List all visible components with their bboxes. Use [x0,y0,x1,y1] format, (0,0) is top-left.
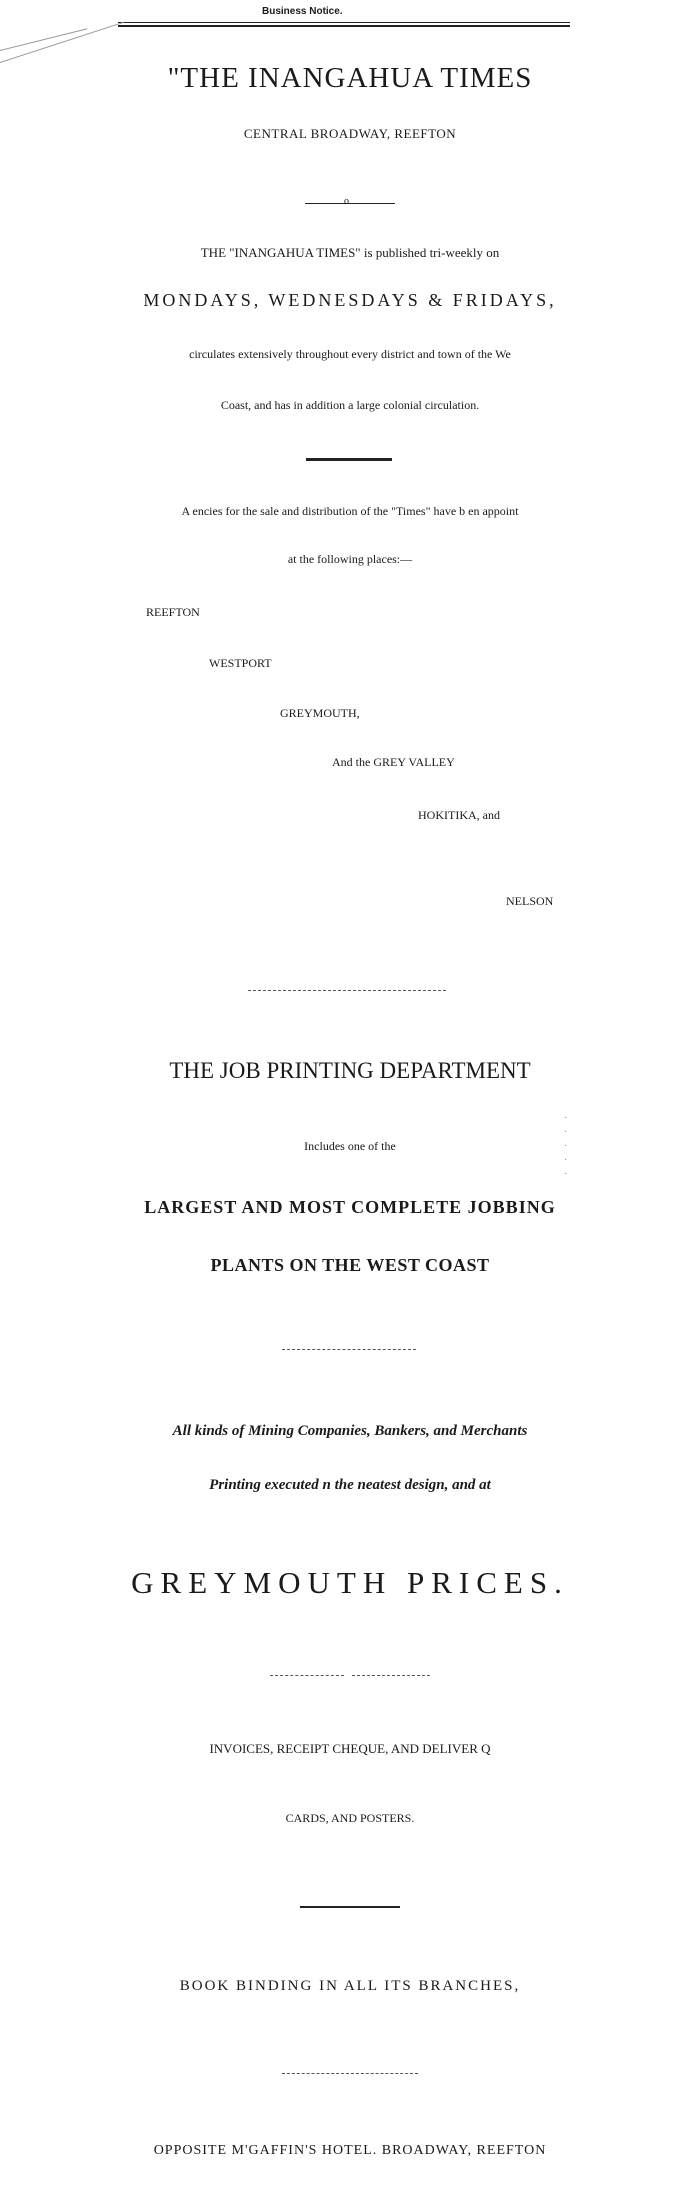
agency-place-greymouth: GREYMOUTH, [280,706,360,720]
printing-items-line-1: INVOICES, RECEIPT CHEQUE, AND DELIVER Q [209,1741,491,1756]
book-binding-line: BOOK BINDING IN ALL ITS BRANCHES, [179,1978,521,1994]
agency-place-westport: WESTPORT [209,656,272,670]
publication-days: MONDAYS, WEDNESDAYS & FRIDAYS, [143,290,557,310]
printing-kinds-line-1: All kinds of Mining Companies, Bankers, and Merchants [172,1423,528,1439]
agency-place-nelson: NELSON [506,894,554,908]
job-printing-line-2: PLANTS ON THE WEST COAST [210,1255,490,1275]
agency-place-reefton: REEFTON [146,605,200,619]
ink-specks: · · · · · [564,1113,569,1180]
job-printing-subline: Includes one of the [304,1139,396,1153]
printing-kinds-line-2: Printing executed n the neatest design, and at [209,1477,491,1493]
top-rule-lower [118,25,570,27]
circulation-line-2: Coast, and has in addition a large colonial circulation. [220,398,480,412]
ornament-circle: o [344,196,349,207]
newspaper-title: "THE INANGAHUA TIMES [167,62,533,94]
section-divider [248,990,446,991]
section-divider [282,2073,418,2074]
section-divider [270,1675,344,1676]
business-notice-label: Business Notice. [262,6,343,17]
ornament-divider [305,203,395,204]
office-location: OPPOSITE M'GAFFIN'S HOTEL. BROADWAY, REEFTON [153,2143,547,2158]
newspaper-address: CENTRAL BROADWAY, REEFTON [243,126,457,141]
greymouth-prices: GREYMOUTH PRICES. [131,1565,569,1600]
section-divider [306,458,392,461]
agency-place-grey-valley: And the GREY VALLEY [332,755,455,769]
job-printing-heading: THE JOB PRINTING DEPARTMENT [169,1058,531,1083]
publication-notice: THE "INANGAHUA TIMES" is published tri-weekly on [200,245,500,260]
ornament-divider [300,1906,400,1908]
agencies-notice: A encies for the sale and distribution of the "Times" have b en appoint [181,504,519,518]
section-divider [282,1349,416,1350]
circulation-line: circulates extensively throughout every district and town of the We [189,347,511,361]
section-divider [352,1675,430,1676]
paper-scratch-mark [0,22,124,63]
agencies-places-intro: at the following places:— [287,552,413,566]
agency-place-hokitika: HOKITIKA, and [418,808,500,822]
printing-items-line-2: CARDS, AND POSTERS. [285,1811,415,1825]
top-rule-upper [118,22,570,23]
job-printing-line-1: LARGEST AND MOST COMPLETE JOBBING [144,1197,556,1217]
